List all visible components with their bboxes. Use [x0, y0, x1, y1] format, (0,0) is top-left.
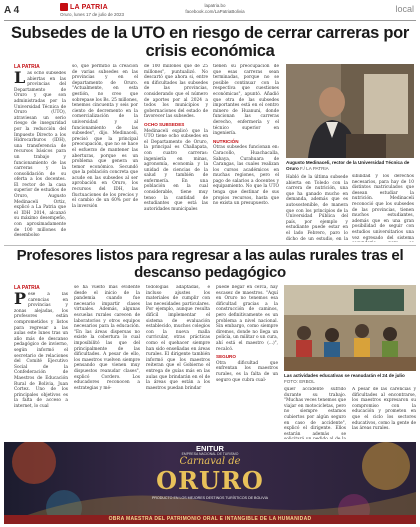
article1-column-4b-text: Otras subsedes funcionan en: Caracollo, Huachacalla, Sabaya, Curahuara de Carangas, las cuales realizan los cursos académicos en muchas regiones, pero el pago de salarios a docentes y equipamiento. No que la UTO tenga que destinar de sus propios recursos, hasta que no exista un presupuesto.	[213, 145, 279, 207]
ad-script-title: Carnaval de	[179, 456, 241, 467]
article1-column-1	[14, 71, 66, 241]
article1-column-3b-text: Medinaceli explicó que la UTO tiene ocho subsedes en el Departamento de Oruro, la principal es Challapata, con cuatro carreras: ingeniería en minas, agronomía, economía y la unidad de ciencias de la salud y también de enfermería. En una población en la cual considerable, tiene muy tenso la cantidad de estudiantes que está las autoridades municipales	[144, 128, 208, 212]
article1-drop-cap: L	[14, 71, 26, 87]
header-link-web: lapatria.bo	[204, 3, 226, 8]
header-rule	[4, 20, 416, 21]
article1-kicker: LA PATRIA	[14, 64, 40, 70]
article1-column-2: so, que permitió la creación de varias subsedes en las provincias y en el departamento de Oruro. "Actualmente, en esta gestión, no creo que sobrepase los Bs. 25 millones, tenemos cincuenta y seis por ciento de decremento en la comercialización de la universidad y al funcionamiento de las subsedes", dijo. Medinaceli, precisó que la principal preocupación, que no se hace el esfuerzo de mantener las aberturas, porque es un problema que genera un temor económico. Secundó que la población concreta que acude en las subsedes al ser aprobación en Oruro, los recursos del IDH, las fluctuaciones de los precios y el cambio de un 60% por de la inversión	[72, 64, 138, 209]
issue-date: Oruro, lunes 17 de julio de 2023	[60, 12, 125, 17]
logo-mark-icon	[60, 3, 68, 11]
article1-column-4-text: tienen su preocupación de que esas carreras sean terminadas, porque no se posible continuar con la respectiva que cuestiones económicas", apuntó. Añadió que otra de las subsedes importantes está en el centro minero de Huanuni, donde funcionan las carreras derecho, enfermería y el técnico superior en ingeniería.	[213, 64, 279, 137]
article2-column-1-text: ese a las carencias en provincias y zonas alejadas, los profesores están comprometidos y listos para regresar a las aulas este lunes tras un año más de descanso pedagógico de invierno, según informó el secretario de relaciones del Comité Ejecutivo Social de la Confederación de Maestros de Educación Rural de Bolivia, Juan Cortez. Uno de los principales objetivos es la falta de acceso a internet, lo cual	[14, 292, 68, 409]
section-name: local	[395, 4, 414, 14]
article1-column-3	[144, 64, 208, 241]
article2-column-3: todologías adaptadas, e incluso ajustes los materiales de cumplir con las necesidades particulares. Por ejemplo, aunque resulta difícil implementar el sistema de evaluación establecido, muchos colegios con la nueva malla curricular, otras prácticas como el quehacer siempre han sido enseñadas en áreas rurales. El dirigente también informó que los maestros reiteran que el Gobierno el entrega de guías más en las aulas que brindarán en el de la áreas que están a los maestros puedan brindar	[146, 285, 210, 391]
article1-subhead-ocho-subsedes: OCHO SUBSEDES	[144, 121, 185, 127]
newspaper-name: LA PATRIA	[70, 3, 108, 11]
classroom-photo-illustration	[284, 285, 416, 371]
rector-photo-caption	[286, 160, 416, 171]
classroom-photo-caption	[284, 373, 416, 384]
classroom-photo-caption-text: Las actividades educativas se reanudarán el 24 de julio	[284, 373, 405, 378]
newspaper-logo	[60, 3, 108, 11]
article2-column-5: quier accidente sufrido durante su trabajo. "Muchas veces tenemos que viajar en motocicletas, pero no siempre estamos cubiertos por algún seguro en caso de accidente", explicó el dirigente. Ellos estarán además se	[284, 387, 346, 437]
ad-footer-band: OBRA MAESTRA DEL PATRIMONIO ORAL E INTANGIBLE DE LA HUMANIDAD	[4, 515, 416, 524]
classroom-photo-credit: FOTO: ERBOL	[284, 378, 315, 384]
article2-kicker: LA PATRIA	[14, 285, 40, 291]
article2-column-4	[216, 285, 278, 439]
carnaval-oruro-ad[interactable]	[4, 442, 416, 524]
article1-column-5	[286, 174, 348, 242]
article1-column-4	[213, 64, 279, 241]
article2-column-1	[14, 292, 68, 439]
ad-main-title: ORURO	[156, 466, 264, 495]
article1-column-6: sibilidad y los derechos necesarios, para hay de 10 distintos matriculados que desean estudiar la nutrición. Medinaceli reconoció que los subsedes de las provincias, tienen muchos estudiantes, además que en una gran posibilidad de seguir con estudios universitarios una vez egresado del sistema	[352, 174, 414, 241]
article2-column-2: se ha vuelto más evidente desde el inicio de la pandemia cuando fue necesario impartir clases virtuales. Además, algunas escuelas rurales carecen de laboratorios y otros equipos necesarios para la educación. "En las áreas dispersas no existe la cobertura lo cual imposibilitó las que del principalmente de las dificultades. A pesar de ello, los maestros vuelven siempre pensando que vienen muy dispuestos reanudar clases", explicó Cordero. Los educadores reconocen a estrategias y mé-	[74, 285, 140, 391]
article2-column-4b-text: Otra dificultad que enfrentan los maestros rurales, es la falta de un seguro que cubra cual-	[216, 360, 278, 383]
article2-headline: Profesores listos para regresar a las aulas rurales tras el descanso pedagógico	[16, 247, 404, 281]
header-links	[180, 3, 250, 15]
enitur-logo: ENITUR	[196, 444, 224, 453]
article2-drop-cap: P	[14, 292, 27, 308]
rector-photo-caption-text: Augusto Medinaceli, rector de la Universidad Técnica de Oruro	[286, 160, 410, 171]
article2-subhead-seguro: SEGURO	[216, 354, 236, 360]
article1-column-3-text: de 100 millones que de 25 millones", puntualizó. No descartó que ahora si, entre en dificultades las subsedes de las provincias, considerando que el número de aportes por al 2024 a todos los municipios y gobernaciones del estado de favorecer las subsedes.	[144, 64, 208, 120]
article2-column-4-text: puede llegar en cerca, hay escasez de maestros. "Aquí en Oruro no tenemos esa dificultad gracias a la construcción de caminos, pero definitivamente es un problema a nivel nacional. Sin embargo, como siempre diremos, donde no llega un policía, un militar o un cura, ahí está el maestro (...)", recalcó.	[216, 285, 278, 352]
article1-subhead-nutricion: NUTRICIÓN	[213, 138, 239, 144]
page-number: A 4	[4, 5, 20, 16]
article1-headline: Subsedes de la UTO en riesgo de cerrar carreras por crisis económica	[11, 24, 409, 60]
rector-photo-credit: F./ LA PATRIA	[300, 165, 329, 171]
header-link-facebook: facebook.com/LaPatriaBolivia	[185, 9, 245, 14]
rector-photo	[286, 64, 414, 158]
ad-tagline: PRODUCTO EN LOS MEJORES DESTINOS TURÍSTICOS DE BOLIVIA	[151, 496, 269, 500]
rector-photo-illustration	[286, 64, 414, 158]
enitur-subtitle: EMPRESA NACIONAL DE TURISMO	[181, 452, 239, 456]
article1-column-5-text: Habló de la última subsede abierta en Toledo con la carrera de nutrición, una que ha ganado mucho en demanda, además que es autosostenible, de manera que con los principios de la Universidad Pública del país, por ejemplo y estudiante puede estar en el lado Febrero, paro lo dicho de un estudio, en la	[286, 175, 348, 242]
article-divider	[4, 245, 416, 246]
article1-column-1-text: as ocho subsedes abiertas en las provincias del Departamento de Oruro y que son administradas por la Universidad Técnica de Oruro (UTO), atraviesan un serio riesgo de inseguridad por la reducción del Impuesto Directo a los Hidrocarburos (IDH), una transferencia de recursos básicos para un trabajo y funcionamiento de las carreras y la consolidación de su oferta a los docentes. El rector de la casa superior de estudios de Oruro, Augusto Medinaceli Ortiz, explicó a La Patria que el IDH 2014, alcanzó su máximo desempeño, con aproximadamente de 100 millones de desembolso	[14, 71, 66, 239]
article2-column-6: A pesar de las carencias y dificultades al encontrarse, los maestros expresaron su compromiso con la educación y prometen en que el ciclo los sectores educativos, como la gente de las áreas rurales.	[352, 387, 416, 432]
classroom-photo	[284, 285, 416, 371]
